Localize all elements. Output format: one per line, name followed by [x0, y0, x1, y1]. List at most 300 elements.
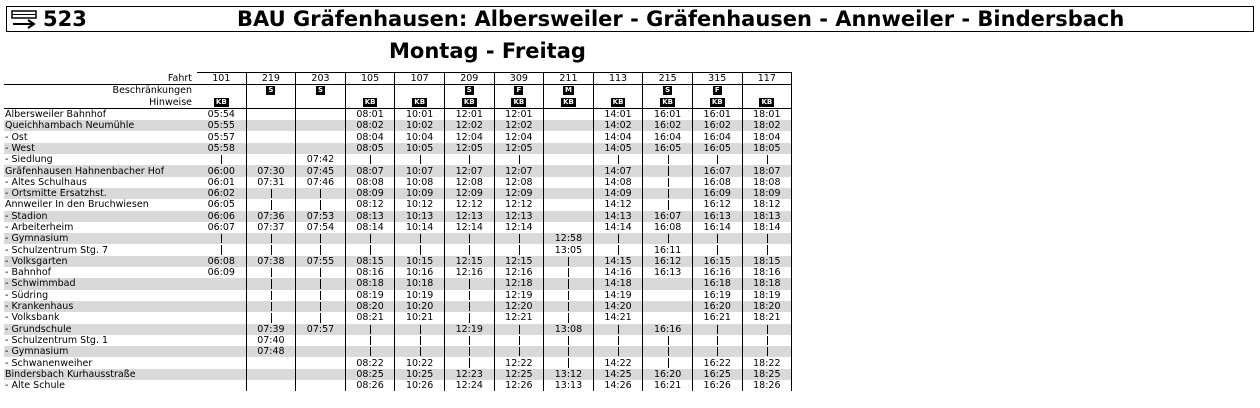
pass-through-marker [494, 233, 544, 244]
departure-time: 13:12 [544, 369, 594, 380]
stop-row [4, 369, 792, 380]
departure-time [246, 131, 296, 142]
pass-through-marker [643, 199, 693, 210]
departure-time [197, 369, 246, 380]
departure-time [246, 108, 296, 120]
fahrt-row-cell: 219 [246, 73, 296, 85]
departure-time [544, 131, 594, 142]
restrictions-row-cell [345, 85, 395, 97]
departure-time: 14:08 [593, 177, 643, 188]
departure-time: 12:58 [544, 233, 594, 244]
pass-through-marker [345, 346, 395, 357]
departure-time: 12:15 [444, 256, 494, 267]
notes-row-label: Hinweise [4, 97, 197, 109]
departure-time: 12:25 [494, 369, 544, 380]
pass-through-marker [544, 278, 594, 289]
stop-name: - Stadion [4, 211, 197, 222]
departure-time: 12:05 [494, 143, 544, 154]
stop-row [4, 188, 792, 199]
departure-time: 18:15 [742, 256, 792, 267]
restrictions-row-cell [296, 85, 346, 97]
departure-time [296, 380, 346, 391]
departure-time [544, 108, 594, 120]
restriction-badge: F [714, 86, 720, 95]
departure-time: 06:05 [197, 199, 246, 210]
notes-row-cell [395, 97, 445, 109]
departure-time: 07:30 [246, 165, 296, 176]
stop-row [4, 177, 792, 188]
departure-time: 14:19 [593, 290, 643, 301]
stop-row [4, 165, 792, 176]
departure-time: 05:57 [197, 131, 246, 142]
stop-name: Gräfenhausen Hahnenbacher Hof [4, 165, 197, 176]
pass-through-marker [643, 233, 693, 244]
pass-through-marker [692, 335, 742, 346]
pass-through-marker [296, 188, 346, 199]
pass-through-marker [643, 335, 693, 346]
pass-through-marker [444, 346, 494, 357]
fahrt-row-cell: 309 [494, 73, 544, 85]
departure-time [296, 357, 346, 368]
restrictions-row-cell [742, 85, 792, 97]
departure-time: 16:16 [643, 324, 693, 335]
restrictions-row-cell [444, 85, 494, 97]
departure-time: 08:01 [345, 108, 395, 120]
departure-time: 18:14 [742, 222, 792, 233]
departure-time: 12:02 [444, 120, 494, 131]
departure-time: 12:14 [494, 222, 544, 233]
stop-row [4, 278, 792, 289]
departure-time [643, 301, 693, 312]
departure-time: 12:15 [494, 256, 544, 267]
departure-time: 16:19 [692, 290, 742, 301]
departure-time: 16:07 [643, 211, 693, 222]
departure-time [544, 188, 594, 199]
stop-row [4, 222, 792, 233]
fahrt-row-cell: 315 [692, 73, 742, 85]
departure-time: 14:14 [593, 222, 643, 233]
restrictions-row [4, 85, 792, 97]
departure-time: 16:08 [692, 177, 742, 188]
departure-time [197, 346, 246, 357]
timetable [4, 72, 792, 391]
departure-time: 16:21 [643, 380, 693, 391]
note-badge: KB [563, 97, 574, 106]
departure-time [643, 290, 693, 301]
departure-time: 16:13 [643, 267, 693, 278]
departure-time: 16:07 [692, 165, 742, 176]
departure-time: 16:08 [643, 222, 693, 233]
departure-time: 18:12 [742, 199, 792, 210]
departure-time [197, 324, 246, 335]
departure-time: 10:05 [395, 143, 445, 154]
departure-time: 10:12 [395, 199, 445, 210]
pass-through-marker [643, 357, 693, 368]
pass-through-marker [593, 244, 643, 255]
restrictions-row-cell [246, 85, 296, 97]
departure-time: 16:21 [692, 312, 742, 323]
pass-through-marker [296, 312, 346, 323]
departure-time: 18:16 [742, 267, 792, 278]
notes-row-cell [444, 97, 494, 109]
departure-time: 12:12 [494, 199, 544, 210]
pass-through-marker [444, 357, 494, 368]
departure-time: 16:25 [692, 369, 742, 380]
departure-time [246, 154, 296, 165]
pass-through-marker [444, 244, 494, 255]
departure-time: 07:36 [246, 211, 296, 222]
departure-time: 14:05 [593, 143, 643, 154]
departure-time: 18:18 [742, 278, 792, 289]
pass-through-marker [494, 244, 544, 255]
pass-through-marker [444, 301, 494, 312]
restriction-badge: S [268, 86, 274, 95]
pass-through-marker [395, 324, 445, 335]
departure-time [544, 177, 594, 188]
pass-through-marker [395, 154, 445, 165]
pass-through-marker [593, 154, 643, 165]
departure-time: 12:09 [444, 188, 494, 199]
pass-through-marker [593, 324, 643, 335]
departure-time: 07:31 [246, 177, 296, 188]
departure-time: 14:01 [593, 108, 643, 120]
pass-through-marker [246, 244, 296, 255]
restrictions-row-label: Beschränkungen [112, 85, 192, 97]
departure-time: 12:07 [444, 165, 494, 176]
departure-time: 18:25 [742, 369, 792, 380]
pass-through-marker [395, 233, 445, 244]
pass-through-marker [643, 177, 693, 188]
departure-time: 14:04 [593, 131, 643, 142]
departure-time: 12:09 [494, 188, 544, 199]
departure-time: 16:12 [643, 256, 693, 267]
notes-row-cell [544, 97, 594, 109]
pass-through-marker [246, 312, 296, 323]
stop-row [4, 301, 792, 312]
stop-name: Bindersbach Kurhausstraße [4, 369, 197, 380]
departure-time: 08:19 [345, 290, 395, 301]
departure-time: 14:21 [593, 312, 643, 323]
departure-time: 08:15 [345, 256, 395, 267]
departure-time [544, 143, 594, 154]
stop-row [4, 335, 792, 346]
departure-time: 08:13 [345, 211, 395, 222]
pass-through-marker [296, 244, 346, 255]
departure-time [544, 154, 594, 165]
stop-row [4, 199, 792, 210]
departure-time: 10:02 [395, 120, 445, 131]
pass-through-marker [692, 346, 742, 357]
departure-time [246, 143, 296, 154]
stop-row [4, 244, 792, 255]
departure-time: 10:15 [395, 256, 445, 267]
departure-time: 18:22 [742, 357, 792, 368]
departure-time: 10:21 [395, 312, 445, 323]
departure-time: 18:21 [742, 312, 792, 323]
pass-through-marker [692, 244, 742, 255]
pass-through-marker [692, 154, 742, 165]
departure-time: 06:07 [197, 222, 246, 233]
departure-time: 18:05 [742, 143, 792, 154]
pass-through-marker [197, 233, 246, 244]
departure-time: 14:02 [593, 120, 643, 131]
departure-time: 14:15 [593, 256, 643, 267]
departure-time: 13:08 [544, 324, 594, 335]
note-badge: KB [761, 97, 773, 106]
departure-time [643, 278, 693, 289]
stop-name: - Volksgarten [4, 256, 197, 267]
departure-time: 10:08 [395, 177, 445, 188]
note-badge: KB [364, 97, 376, 106]
pass-through-marker [544, 312, 594, 323]
departure-time: 16:11 [643, 244, 693, 255]
departure-time: 18:20 [742, 301, 792, 312]
departure-time: 14:26 [593, 380, 643, 391]
pass-through-marker [296, 301, 346, 312]
title-bar [6, 6, 1254, 32]
departure-time: 12:14 [444, 222, 494, 233]
departure-time: 08:16 [345, 267, 395, 278]
departure-time: 12:18 [494, 278, 544, 289]
pass-through-marker [444, 278, 494, 289]
note-badge: KB [711, 97, 723, 106]
pass-through-marker [345, 233, 395, 244]
pass-through-marker [643, 165, 693, 176]
departure-time: 05:54 [197, 108, 246, 120]
departure-time: 05:55 [197, 120, 246, 131]
departure-time: 18:26 [742, 380, 792, 391]
pass-through-marker [544, 267, 594, 278]
restriction-badge: S [317, 86, 323, 95]
departure-time [246, 380, 296, 391]
pass-through-marker [345, 335, 395, 346]
note-badge: KB [612, 97, 624, 106]
departure-time [296, 346, 346, 357]
departure-time: 12:08 [494, 177, 544, 188]
departure-time: 10:18 [395, 278, 445, 289]
stop-row [4, 233, 792, 244]
departure-time: 08:21 [345, 312, 395, 323]
departure-time: 06:00 [197, 165, 246, 176]
departure-time: 14:09 [593, 188, 643, 199]
stop-name: - Gymnasium [4, 233, 197, 244]
departure-time: 10:25 [395, 369, 445, 380]
pass-through-marker [742, 324, 792, 335]
pass-through-marker [593, 346, 643, 357]
departure-time: 12:01 [494, 108, 544, 120]
departure-time: 16:18 [692, 278, 742, 289]
pass-through-marker [692, 324, 742, 335]
pass-through-marker [246, 233, 296, 244]
departure-time: 08:22 [345, 357, 395, 368]
departure-time: 18:08 [742, 177, 792, 188]
departure-time: 12:19 [444, 324, 494, 335]
departure-time: 16:26 [692, 380, 742, 391]
departure-time: 12:23 [444, 369, 494, 380]
pass-through-marker [643, 346, 693, 357]
stop-name: - Grundschule [4, 324, 197, 335]
fahrt-row-cell: 203 [296, 73, 346, 85]
departure-time: 10:09 [395, 188, 445, 199]
pass-through-marker [246, 188, 296, 199]
departure-time: 06:02 [197, 188, 246, 199]
departure-time: 14:07 [593, 165, 643, 176]
departure-time [197, 278, 246, 289]
pass-through-marker [742, 233, 792, 244]
pass-through-marker [742, 346, 792, 357]
departure-time [296, 369, 346, 380]
pass-through-marker [593, 233, 643, 244]
departure-time [296, 108, 346, 120]
pass-through-marker [345, 324, 395, 335]
notes-row [4, 97, 792, 109]
departure-time: 05:58 [197, 143, 246, 154]
stop-name: - Schwimmbad [4, 278, 197, 289]
pass-through-marker [246, 267, 296, 278]
restrictions-row-cell [494, 85, 544, 97]
notes-row-cell [643, 97, 693, 109]
departure-time: 14:25 [593, 369, 643, 380]
stop-name: Annweiler In den Bruchwiesen [5, 199, 149, 211]
departure-time: 10:16 [395, 267, 445, 278]
departure-time: 14:20 [593, 301, 643, 312]
stop-name: - Schwanenweiher [5, 357, 93, 369]
departure-time: 14:12 [593, 199, 643, 210]
stop-name: - Arbeiterheim [5, 222, 74, 233]
departure-time: 16:15 [692, 256, 742, 267]
departure-time: 12:20 [494, 301, 544, 312]
notes-row-cell [296, 97, 346, 109]
pass-through-marker [444, 312, 494, 323]
notes-row-cell [692, 97, 742, 109]
pass-through-marker [296, 267, 346, 278]
departure-time: 12:08 [444, 177, 494, 188]
departure-time: 16:13 [692, 211, 742, 222]
departure-time: 16:09 [692, 188, 742, 199]
restrictions-row-cell [197, 85, 246, 97]
departure-time [197, 380, 246, 391]
note-badge: KB [513, 97, 525, 106]
pass-through-marker [742, 335, 792, 346]
bus-icon [11, 10, 37, 30]
departure-time [544, 165, 594, 176]
departure-time: 16:05 [692, 143, 742, 154]
departure-time: 12:01 [444, 108, 494, 120]
pass-through-marker [197, 154, 246, 165]
departure-time: 16:16 [692, 267, 742, 278]
departure-time: 12:04 [494, 131, 544, 142]
departure-time [296, 131, 346, 142]
departure-time: 12:19 [494, 290, 544, 301]
pass-through-marker [494, 346, 544, 357]
departure-time: 14:16 [593, 267, 643, 278]
departure-time: 14:18 [593, 278, 643, 289]
notes-row-cell [494, 97, 544, 109]
departure-time: 10:22 [395, 357, 445, 368]
pass-through-marker [544, 335, 594, 346]
departure-time: 14:22 [593, 357, 643, 368]
fahrt-row-cell: 209 [444, 73, 494, 85]
departure-time: 16:20 [692, 301, 742, 312]
restriction-badge: M [564, 86, 572, 95]
departure-time [544, 120, 594, 131]
departure-time: 07:39 [246, 324, 296, 335]
departure-time: 08:09 [345, 188, 395, 199]
pass-through-marker [544, 290, 594, 301]
departure-time: 18:19 [742, 290, 792, 301]
pass-through-marker [692, 233, 742, 244]
stop-row [4, 290, 792, 301]
line-number: 523 [43, 7, 87, 31]
departure-time: 08:04 [345, 131, 395, 142]
departure-time: 16:05 [643, 143, 693, 154]
departure-time: 16:14 [692, 222, 742, 233]
fahrt-row-label: Fahrt [4, 73, 197, 85]
stop-name: - Krankenhaus [4, 301, 197, 312]
departure-time: 12:04 [444, 131, 494, 142]
pass-through-marker [444, 335, 494, 346]
stop-name: - Ortsmitte Ersatzhst. [4, 188, 197, 199]
departure-time: 06:06 [197, 211, 246, 222]
stop-name: - Schulzentrum Stg. 1 [5, 334, 109, 346]
stop-name: Queichhambach Neumühle [4, 120, 197, 131]
departure-time: 16:22 [692, 357, 742, 368]
departure-time: 08:25 [345, 369, 395, 380]
departure-time: 12:21 [494, 312, 544, 323]
departure-time: 16:02 [692, 120, 742, 131]
notes-row-cell [742, 97, 792, 109]
departure-time: 16:04 [692, 131, 742, 142]
departure-time: 06:08 [197, 256, 246, 267]
stop-row [4, 143, 792, 154]
departure-time [296, 335, 346, 346]
fahrt-row-cell: 215 [643, 73, 693, 85]
stop-row [4, 267, 792, 278]
departure-time [197, 357, 246, 368]
departure-time: 10:07 [395, 165, 445, 176]
pass-through-marker [544, 346, 594, 357]
departure-time: 12:16 [494, 267, 544, 278]
departure-time: 10:14 [395, 222, 445, 233]
departure-time [296, 120, 346, 131]
departure-time: 12:07 [494, 165, 544, 176]
fahrt-row-cell: 107 [395, 73, 445, 85]
stop-name: - Alte Schule [5, 380, 65, 392]
departure-time: 07:55 [296, 256, 346, 267]
pass-through-marker [593, 335, 643, 346]
stop-row [4, 154, 792, 165]
fahrt-row-cell: 105 [345, 73, 395, 85]
departure-time [643, 312, 693, 323]
stop-name: - Bahnhof [5, 267, 52, 279]
departure-time: 12:13 [444, 211, 494, 222]
departure-time: 06:09 [197, 267, 246, 278]
departure-time [197, 312, 246, 323]
restrictions-row-cell [593, 85, 643, 97]
note-badge: KB [414, 97, 426, 106]
pass-through-marker [345, 154, 395, 165]
pass-through-marker [296, 233, 346, 244]
stop-row [4, 346, 792, 357]
departure-time: 06:01 [197, 177, 246, 188]
pass-through-marker [544, 357, 594, 368]
departure-time: 08:08 [345, 177, 395, 188]
stop-row [4, 131, 792, 142]
stop-name: - Altes Schulhaus [5, 176, 87, 188]
departure-time: 07:54 [296, 222, 346, 233]
pass-through-marker [345, 244, 395, 255]
departure-time: 08:26 [345, 380, 395, 391]
